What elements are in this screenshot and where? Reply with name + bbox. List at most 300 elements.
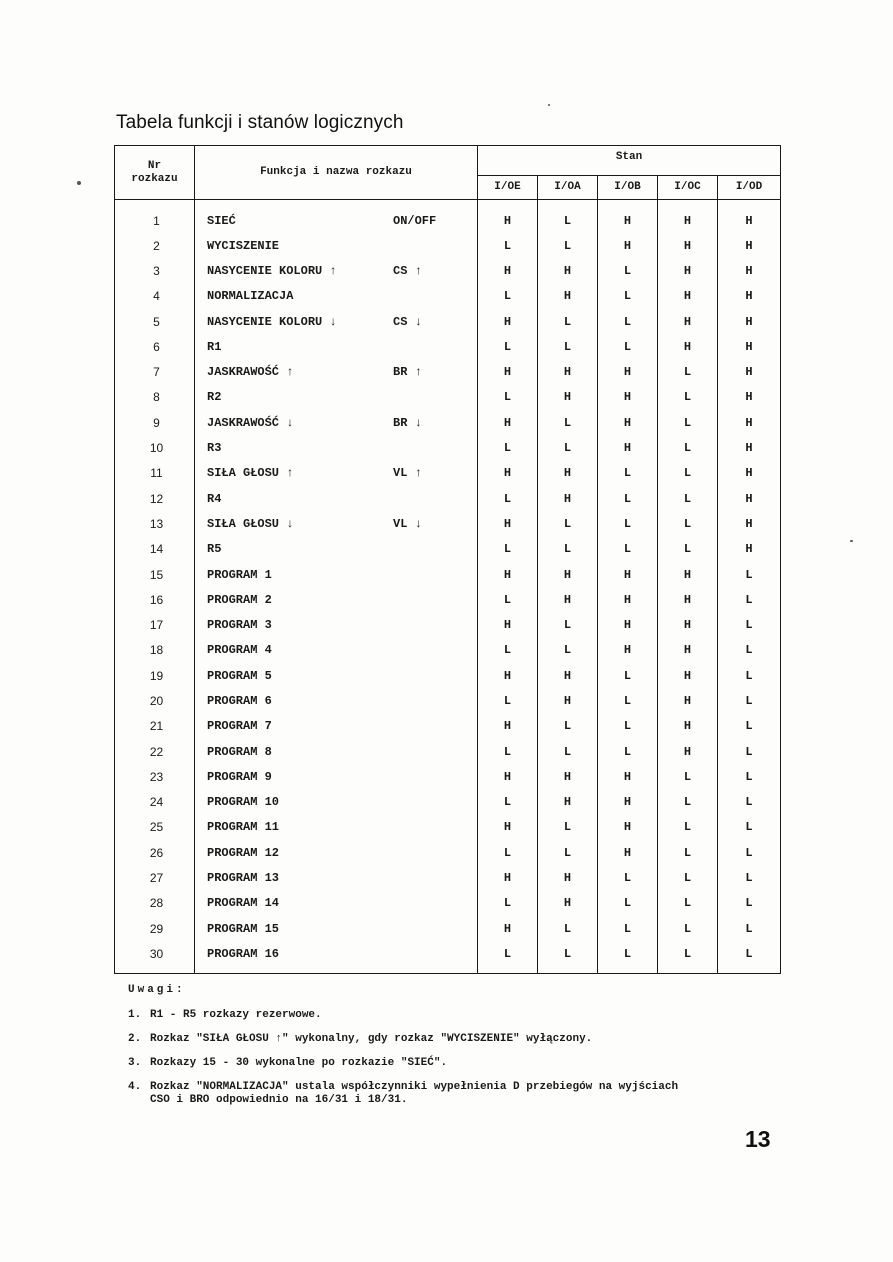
function-cell xyxy=(195,865,478,890)
function-code xyxy=(393,492,449,506)
state-cell: L xyxy=(478,840,538,865)
notes-heading: Uwagi: xyxy=(128,984,186,996)
row-number: 8 xyxy=(115,385,195,410)
state-cell: H xyxy=(658,334,718,359)
state-cell: H xyxy=(538,891,598,916)
state-cell: H xyxy=(658,200,718,234)
state-cell: H xyxy=(478,865,538,890)
row-number: 20 xyxy=(115,688,195,713)
state-cell: H xyxy=(658,309,718,334)
state-cell: L xyxy=(718,916,781,941)
state-cell: H xyxy=(538,562,598,587)
table-row xyxy=(115,461,781,486)
row-number: 13 xyxy=(115,511,195,536)
function-cell xyxy=(195,334,478,359)
state-cell: H xyxy=(478,200,538,234)
state-cell: H xyxy=(718,309,781,334)
state-cell: H xyxy=(658,258,718,283)
row-number: 5 xyxy=(115,309,195,334)
state-cell: H xyxy=(658,284,718,309)
table-row xyxy=(115,258,781,283)
state-cell: L xyxy=(598,916,658,941)
state-cell: L xyxy=(718,663,781,688)
row-number: 23 xyxy=(115,764,195,789)
state-cell: L xyxy=(658,385,718,410)
state-cell: H xyxy=(658,612,718,637)
function-name: SIEĆ xyxy=(207,213,236,228)
function-cell xyxy=(195,537,478,562)
page-number: 13 xyxy=(745,1126,771,1152)
row-number: 11 xyxy=(115,461,195,486)
row-number: 17 xyxy=(115,612,195,637)
state-cell: H xyxy=(598,764,658,789)
function-code xyxy=(393,441,449,455)
table-row xyxy=(115,435,781,460)
state-cell: L xyxy=(658,865,718,890)
note-item xyxy=(128,1009,808,1022)
function-cell xyxy=(195,284,478,309)
notes-section xyxy=(128,984,808,1118)
state-cell: L xyxy=(478,790,538,815)
state-cell: L xyxy=(658,764,718,789)
function-code xyxy=(393,745,449,759)
state-cell: H xyxy=(598,359,658,384)
state-cell: H xyxy=(658,587,718,612)
table-row xyxy=(115,865,781,890)
state-cell: L xyxy=(478,435,538,460)
function-code xyxy=(393,770,449,784)
state-cell: L xyxy=(478,891,538,916)
state-cell: L xyxy=(538,612,598,637)
function-name: PROGRAM 15 xyxy=(207,921,280,936)
function-code: ON/OFF xyxy=(393,213,437,228)
function-name: PROGRAM 13 xyxy=(207,871,280,886)
state-cell: H xyxy=(478,764,538,789)
state-cell: L xyxy=(478,537,538,562)
state-cell: L xyxy=(658,461,718,486)
state-cell: H xyxy=(658,714,718,739)
state-cell: L xyxy=(718,739,781,764)
table-row xyxy=(115,410,781,435)
function-cell xyxy=(195,941,478,973)
table-row xyxy=(115,764,781,789)
function-name: PROGRAM 4 xyxy=(207,643,272,658)
table-row xyxy=(115,840,781,865)
function-table xyxy=(114,145,781,974)
row-number: 25 xyxy=(115,815,195,840)
table-row xyxy=(115,284,781,309)
table-row xyxy=(115,537,781,562)
state-cell: H xyxy=(718,359,781,384)
row-number: 10 xyxy=(115,435,195,460)
state-cell: H xyxy=(538,284,598,309)
function-code xyxy=(393,846,449,860)
state-cell: H xyxy=(598,385,658,410)
function-cell xyxy=(195,688,478,713)
state-cell: H xyxy=(718,385,781,410)
header-nr-label: Nr rozkazu xyxy=(131,159,178,185)
state-cell: H xyxy=(598,562,658,587)
table-row xyxy=(115,714,781,739)
row-number: 3 xyxy=(115,258,195,283)
state-cell: H xyxy=(718,233,781,258)
function-code xyxy=(393,871,449,885)
state-cell: H xyxy=(478,562,538,587)
function-code: BR ↓ xyxy=(393,415,422,430)
function-name: PROGRAM 7 xyxy=(207,719,272,734)
state-cell: L xyxy=(718,612,781,637)
state-cell: H xyxy=(718,537,781,562)
function-code: VL ↓ xyxy=(393,516,422,531)
state-cell: L xyxy=(598,284,658,309)
function-name: PROGRAM 8 xyxy=(207,744,272,759)
state-cell: L xyxy=(538,739,598,764)
function-name: R1 xyxy=(207,339,222,354)
function-cell xyxy=(195,511,478,536)
state-cell: H xyxy=(598,840,658,865)
function-name: R2 xyxy=(207,390,222,405)
function-name: PROGRAM 14 xyxy=(207,896,280,911)
function-cell xyxy=(195,612,478,637)
table-body xyxy=(115,200,781,974)
function-code xyxy=(393,239,449,253)
header-pin: I/OE xyxy=(478,176,538,200)
state-cell: H xyxy=(478,410,538,435)
function-cell xyxy=(195,258,478,283)
table-row xyxy=(115,385,781,410)
note-number: 3. xyxy=(128,1057,142,1069)
table-row xyxy=(115,916,781,941)
row-number: 30 xyxy=(115,941,195,973)
header-nr xyxy=(115,146,195,200)
function-name: PROGRAM 9 xyxy=(207,769,272,784)
state-cell: H xyxy=(538,258,598,283)
state-cell: L xyxy=(718,941,781,973)
state-cell: L xyxy=(658,537,718,562)
note-text: Rozkaz "SIŁA GŁOSU ↑" wykonalny, gdy rozkaz "WYCISZENIE" wyłączony. xyxy=(150,1033,593,1045)
row-number: 16 xyxy=(115,587,195,612)
table-row xyxy=(115,941,781,973)
row-number: 2 xyxy=(115,233,195,258)
state-cell: H xyxy=(718,200,781,234)
row-number: 6 xyxy=(115,334,195,359)
function-code xyxy=(393,643,449,657)
function-cell xyxy=(195,200,478,234)
state-cell: L xyxy=(538,435,598,460)
state-cell: H xyxy=(658,688,718,713)
table-row xyxy=(115,688,781,713)
function-cell xyxy=(195,486,478,511)
function-code xyxy=(393,618,449,632)
function-code xyxy=(393,947,449,961)
state-cell: L xyxy=(478,587,538,612)
state-cell: H xyxy=(658,663,718,688)
table-row xyxy=(115,739,781,764)
state-cell: L xyxy=(658,840,718,865)
state-cell: L xyxy=(658,790,718,815)
state-cell: H xyxy=(598,233,658,258)
row-number: 29 xyxy=(115,916,195,941)
row-number: 26 xyxy=(115,840,195,865)
state-cell: H xyxy=(478,663,538,688)
row-number: 12 xyxy=(115,486,195,511)
state-cell: L xyxy=(658,891,718,916)
note-item xyxy=(128,1081,808,1107)
function-cell xyxy=(195,840,478,865)
state-cell: H xyxy=(718,486,781,511)
state-cell: L xyxy=(538,638,598,663)
state-cell: H xyxy=(718,334,781,359)
header-pin: I/OD xyxy=(718,176,781,200)
table-row xyxy=(115,334,781,359)
function-code xyxy=(393,289,449,303)
state-cell: L xyxy=(718,638,781,663)
state-cell: H xyxy=(718,284,781,309)
row-number: 14 xyxy=(115,537,195,562)
table-row xyxy=(115,815,781,840)
function-name: PROGRAM 1 xyxy=(207,567,272,582)
state-cell: L xyxy=(718,714,781,739)
function-cell xyxy=(195,739,478,764)
state-cell: L xyxy=(598,511,658,536)
function-cell xyxy=(195,663,478,688)
state-cell: H xyxy=(658,638,718,663)
table-row xyxy=(115,359,781,384)
state-cell: L xyxy=(538,840,598,865)
function-cell xyxy=(195,587,478,612)
function-name: WYCISZENIE xyxy=(207,238,280,253)
state-cell: L xyxy=(658,410,718,435)
state-cell: H xyxy=(598,200,658,234)
state-cell: H xyxy=(478,714,538,739)
state-cell: H xyxy=(538,764,598,789)
state-cell: H xyxy=(538,385,598,410)
state-cell: L xyxy=(598,891,658,916)
function-name: PROGRAM 16 xyxy=(207,946,280,961)
state-cell: H xyxy=(538,587,598,612)
table-row xyxy=(115,587,781,612)
row-number: 18 xyxy=(115,638,195,663)
state-cell: H xyxy=(598,435,658,460)
state-cell: H xyxy=(598,410,658,435)
state-cell: L xyxy=(478,739,538,764)
state-cell: L xyxy=(538,941,598,973)
note-item xyxy=(128,1057,808,1070)
state-cell: L xyxy=(598,941,658,973)
state-cell: H xyxy=(598,612,658,637)
function-name: NORMALIZACJA xyxy=(207,289,294,304)
header-pin: I/OB xyxy=(598,176,658,200)
state-cell: L xyxy=(718,764,781,789)
state-cell: L xyxy=(598,714,658,739)
function-name: PROGRAM 2 xyxy=(207,592,272,607)
function-cell xyxy=(195,410,478,435)
row-number: 4 xyxy=(115,284,195,309)
function-code: BR ↑ xyxy=(393,365,422,380)
table-row xyxy=(115,638,781,663)
row-number: 15 xyxy=(115,562,195,587)
state-cell: H xyxy=(598,638,658,663)
state-cell: H xyxy=(538,688,598,713)
scan-speck xyxy=(548,104,550,106)
row-number: 7 xyxy=(115,359,195,384)
header-function: Funkcja i nazwa rozkazu xyxy=(195,146,478,200)
state-cell: H xyxy=(478,359,538,384)
state-cell: L xyxy=(658,435,718,460)
state-cell: H xyxy=(478,309,538,334)
state-cell: L xyxy=(538,309,598,334)
scan-speck xyxy=(77,181,81,185)
state-cell: L xyxy=(538,714,598,739)
header-stan: Stan xyxy=(478,146,781,176)
function-name: NASYCENIE KOLORU ↑ xyxy=(207,263,337,278)
state-cell: L xyxy=(598,461,658,486)
state-cell: H xyxy=(538,663,598,688)
page-title: Tabela funkcji i stanów logicznych xyxy=(116,112,404,133)
state-cell: H xyxy=(478,511,538,536)
function-cell xyxy=(195,714,478,739)
state-cell: L xyxy=(598,309,658,334)
state-cell: H xyxy=(598,815,658,840)
function-code: CS ↑ xyxy=(393,263,422,278)
row-number: 27 xyxy=(115,865,195,890)
state-cell: L xyxy=(538,200,598,234)
state-cell: H xyxy=(718,410,781,435)
function-cell xyxy=(195,764,478,789)
function-name: PROGRAM 5 xyxy=(207,668,272,683)
function-code xyxy=(393,719,449,733)
state-cell: H xyxy=(658,739,718,764)
state-cell: H xyxy=(478,461,538,486)
function-code xyxy=(393,568,449,582)
state-cell: L xyxy=(718,688,781,713)
state-cell: H xyxy=(598,587,658,612)
state-cell: H xyxy=(658,562,718,587)
function-cell xyxy=(195,461,478,486)
state-cell: L xyxy=(478,688,538,713)
row-number: 1 xyxy=(115,200,195,234)
function-code xyxy=(393,542,449,556)
function-name: PROGRAM 11 xyxy=(207,820,280,835)
row-number: 28 xyxy=(115,891,195,916)
row-number: 24 xyxy=(115,790,195,815)
function-cell xyxy=(195,435,478,460)
state-cell: L xyxy=(478,486,538,511)
note-number: 4. xyxy=(128,1081,142,1093)
state-cell: L xyxy=(478,284,538,309)
state-cell: L xyxy=(478,385,538,410)
state-cell: L xyxy=(478,233,538,258)
function-cell xyxy=(195,562,478,587)
state-cell: L xyxy=(718,815,781,840)
note-number: 1. xyxy=(128,1009,142,1021)
function-cell xyxy=(195,385,478,410)
state-cell: L xyxy=(598,334,658,359)
state-cell: H xyxy=(718,435,781,460)
table-row xyxy=(115,511,781,536)
function-cell xyxy=(195,233,478,258)
state-cell: L xyxy=(478,941,538,973)
state-cell: H xyxy=(718,511,781,536)
note-number: 2. xyxy=(128,1033,142,1045)
state-cell: L xyxy=(538,511,598,536)
table-row xyxy=(115,200,781,234)
state-cell: H xyxy=(658,233,718,258)
note-text: Rozkazy 15 - 30 wykonalne po rozkazie "SIEĆ". xyxy=(150,1057,448,1069)
function-code xyxy=(393,922,449,936)
state-cell: L xyxy=(598,688,658,713)
function-code: VL ↑ xyxy=(393,466,422,481)
state-cell: L xyxy=(478,638,538,663)
function-cell xyxy=(195,815,478,840)
function-code xyxy=(393,593,449,607)
state-cell: L xyxy=(658,941,718,973)
function-name: PROGRAM 6 xyxy=(207,693,272,708)
header-pin: I/OA xyxy=(538,176,598,200)
table-row xyxy=(115,612,781,637)
state-cell: L xyxy=(718,840,781,865)
state-cell: H xyxy=(718,461,781,486)
table-row xyxy=(115,309,781,334)
function-name: JASKRAWOŚĆ ↓ xyxy=(207,415,294,430)
state-cell: L xyxy=(718,587,781,612)
row-number: 22 xyxy=(115,739,195,764)
state-cell: H xyxy=(538,486,598,511)
state-cell: L xyxy=(718,865,781,890)
state-cell: L xyxy=(538,916,598,941)
function-cell xyxy=(195,916,478,941)
function-cell xyxy=(195,891,478,916)
state-cell: L xyxy=(658,916,718,941)
row-number: 21 xyxy=(115,714,195,739)
state-cell: L xyxy=(718,790,781,815)
function-name: PROGRAM 10 xyxy=(207,795,280,810)
state-cell: H xyxy=(538,865,598,890)
state-cell: L xyxy=(658,359,718,384)
function-code xyxy=(393,820,449,834)
state-cell: L xyxy=(598,537,658,562)
function-code xyxy=(393,669,449,683)
state-cell: L xyxy=(478,334,538,359)
state-cell: L xyxy=(598,258,658,283)
scan-speck xyxy=(850,540,853,542)
function-name: SIŁA GŁOSU ↑ xyxy=(207,466,294,481)
state-cell: L xyxy=(658,815,718,840)
function-cell xyxy=(195,309,478,334)
state-cell: L xyxy=(718,562,781,587)
state-cell: L xyxy=(598,865,658,890)
note-text: R1 - R5 rozkazy rezerwowe. xyxy=(150,1009,322,1021)
state-cell: L xyxy=(598,739,658,764)
function-name: NASYCENIE KOLORU ↓ xyxy=(207,314,337,329)
function-name: PROGRAM 12 xyxy=(207,845,280,860)
function-code xyxy=(393,694,449,708)
table-row xyxy=(115,486,781,511)
state-cell: L xyxy=(598,486,658,511)
state-cell: L xyxy=(538,334,598,359)
state-cell: L xyxy=(658,511,718,536)
state-cell: H xyxy=(478,258,538,283)
state-cell: H xyxy=(538,359,598,384)
function-name: JASKRAWOŚĆ ↑ xyxy=(207,365,294,380)
function-code xyxy=(393,795,449,809)
state-cell: L xyxy=(538,233,598,258)
note-text: Rozkaz "NORMALIZACJA" ustala współczynniki wypełnienia D przebiegów na wyjściach CSO i BRO odpowiednio na 16/31 i 18/31. xyxy=(150,1081,679,1106)
row-number: 9 xyxy=(115,410,195,435)
function-name: R3 xyxy=(207,441,222,456)
table-row xyxy=(115,233,781,258)
function-name: PROGRAM 3 xyxy=(207,618,272,633)
